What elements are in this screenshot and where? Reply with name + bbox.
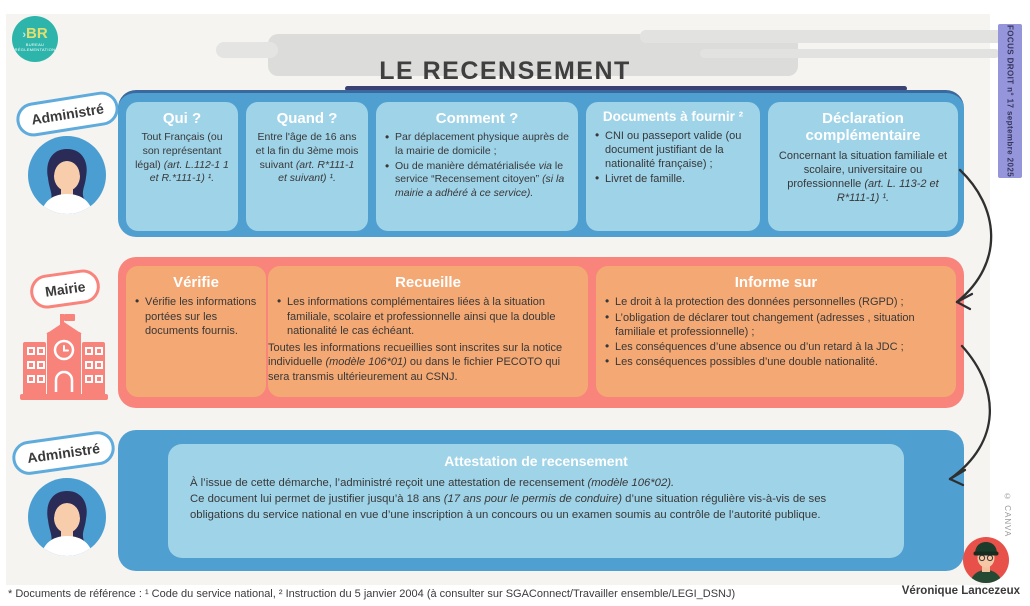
card-attestation-line-1-italic: (modèle 106*02). [587,477,675,490]
card-verifie [126,266,266,397]
card-qui-text: Tout Français (ou son représentant légal) [135,131,223,171]
canva-credit: © CANVA [1003,492,1012,538]
card-comment-bullet-2-text: Ou de manière dématérialisée [395,159,539,172]
card-attestation-line-1-text: À l’issue de cette démarche, l’administré reçoit une attestation de recensement [190,477,588,490]
title-brush-stroke-tail [700,49,1000,58]
card-attestation-body [168,473,904,523]
card-informe-bullet-3: • Les conséquences d’une absence ou d’un retard à la JDC ; [605,340,948,354]
actor-label-administre-top: Administré [14,89,121,139]
card-comment-bullet-2-via: via [538,159,553,172]
card-attestation-line-2-text2: d’une situation régulière vis-à-vis de ses obligations du service national en vue d’une inscription à un concours ou un examen soumis au contrôle de l’autorité publique. [190,493,827,522]
card-informe [596,266,956,397]
card-recueille [268,266,588,397]
card-attestation-line-2-text: Ce document lui permet de justifier jusqu’à 18 ans [190,493,444,506]
card-qui [126,102,238,231]
reference-footnote: * Documents de référence : ¹ Code du service national, ² Instruction du 5 janvier 2004 (à consulter sur SGAConnect/Travailler ensemble/LEGI_DSNJ) [8,588,736,600]
card-declaration-text: Concernant la situation familiale et scolaire, universitaire ou professionnelle [778,149,948,191]
chevron-icon: › [22,28,26,41]
card-recueille-title: Recueille [395,274,461,291]
card-attestation [168,444,904,558]
card-verifie-title: Vérifie [173,274,219,291]
card-documents [586,102,760,231]
card-qui-ref: (art. L.112-1 1 et R.*111-1) ¹. [149,158,229,185]
br-logo [12,16,58,62]
card-recueille-bullet-1: • Les informations complémentaires liées à la situation familiale, scolaire et professionnelle ainsi que la double nationalité le cas échéant. [277,295,580,338]
card-declaration [768,102,958,231]
row-administre-bottom [118,430,964,571]
mairie-building-icon [20,306,108,400]
row-administre-top [118,90,964,237]
card-attestation-line-1 [190,475,882,491]
card-informe-bullet-4: • Les conséquences possibles d’une double nationalité. [605,355,948,369]
card-recueille-paragraph-italic: (modèle 106*01) [325,356,407,369]
card-recueille-paragraph-text: Toutes les informations recueillies sont inscrites sur la notice individuelle [268,342,563,369]
card-attestation-line-2-italic: (17 ans pour le permis de conduire) [443,493,623,506]
br-logo-initials [22,24,48,42]
card-recueille-paragraph-text2: ou dans le fichier PECOTO qui sera transmis ultérieurement au CSNJ. [268,356,561,383]
card-comment-title: Comment ? [435,110,519,127]
administre-avatar-bottom-icon [28,478,106,556]
card-recueille-paragraph [268,341,580,384]
card-informe-bullet-1: • Le droit à la protection des données personnelles (RGPD) ; [605,295,948,309]
card-informe-title: Informe sur [734,274,818,291]
br-logo-text: BR [26,24,48,42]
author-avatar-icon [963,537,1009,583]
page-title: LE RECENSEMENT [379,56,631,85]
card-documents-bullet-1: • CNI ou passeport valide (ou document justifiant de la nationalité française) ; [595,129,752,172]
card-qui-title: Qui ? [162,110,202,127]
card-comment [376,102,578,231]
administre-avatar-top-icon [28,136,106,214]
card-declaration-ref: (art. L. 113-2 et R*111-1) ¹. [836,178,939,205]
card-documents-bullet-2: • Livret de famille. [595,172,752,186]
actor-label-mairie: Mairie [28,267,103,310]
card-documents-title: Documents à fournir ² [602,109,744,124]
card-comment-bullet-2-text2: le service “Recensement citoyen” [395,159,564,186]
card-attestation-title: Attestation de recensement [444,453,628,469]
br-logo-subtitle-1: BUREAU [25,41,45,47]
card-quand [246,102,368,231]
title-brush-stroke-tail [640,30,1010,43]
actor-label-administre-bottom: Administré [10,429,117,477]
br-logo-subtitle-2: RÉGLEMENTATION [14,46,56,52]
row-mairie [118,257,964,408]
card-attestation-line-2 [190,491,882,523]
card-comment-bullet-2-italic: (si la mairie a adhéré à ce service). [395,173,565,199]
focus-droit-banner: FOCUS DROIT n° 17 septembre 2025 [998,24,1022,178]
card-quand-title: Quand ? [276,110,338,127]
author-name: Véronique Lancezeux [901,585,1020,597]
title-brush-stroke-tail [216,42,278,58]
card-informe-bullet-2: • L’obligation de déclarer tout changement (adresses , situation familiale et professionnelle) ; [605,311,948,340]
card-quand-text: Entre l'âge de 16 ans et la fin du 3ème mois suivant [255,131,359,171]
card-declaration-title: Déclaration complémentaire [805,110,921,145]
card-comment-bullet-1: • Par déplacement physique auprès de la mairie de domicile ; [385,131,570,158]
card-comment-bullet-2 [385,160,570,201]
card-verifie-bullet-1: • Vérifie les informations portées sur les documents fournis. [135,295,258,338]
card-quand-ref: (art. R*111-1 et suivant) ¹. [278,158,355,185]
